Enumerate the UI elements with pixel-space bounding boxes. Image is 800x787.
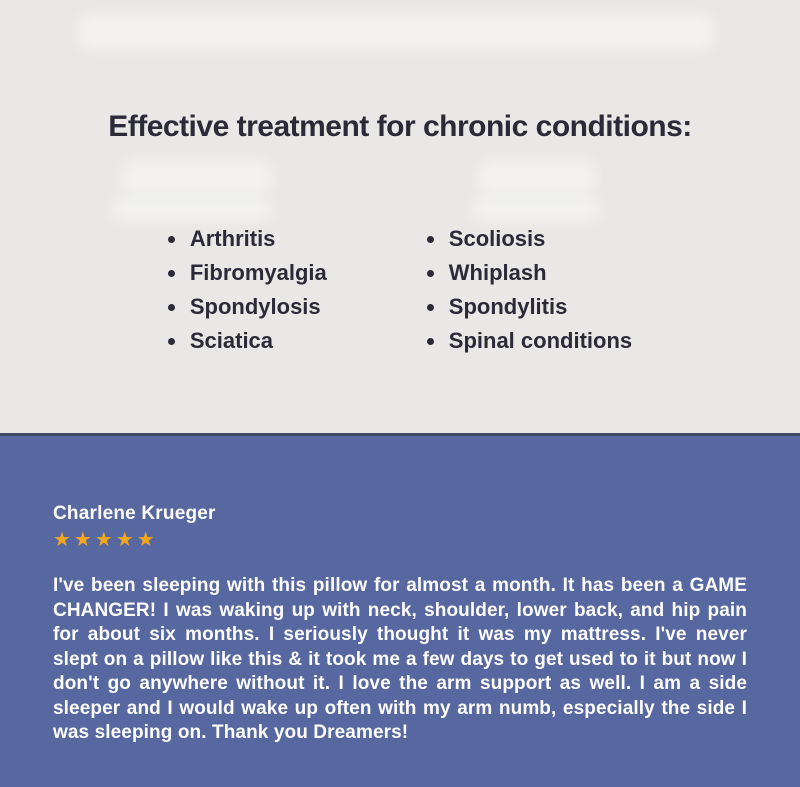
condition-label: Spondylitis xyxy=(448,294,568,319)
bullet-icon xyxy=(427,236,434,243)
conditions-column-left xyxy=(168,222,327,358)
condition-label: Whiplash xyxy=(448,260,547,285)
condition-label: Fibromyalgia xyxy=(189,260,327,285)
ghost-artifact xyxy=(78,14,714,50)
review-text: I've been sleeping with this pillow for almost a month. It has been a GAME CHANGER! I was waking up with neck, shoulder, lower back, and hip pain for about six months. I seriously thought it was my mattress. I've never slept on a pillow like this & it took me a few days to get used to it but now I don't go anywhere without it. I love the arm support as well. I am a side sleeper and I would wake up often with my arm numb, especially the side I was sleeping on. Thank you Dreamers! xyxy=(53,575,747,743)
list-item xyxy=(168,222,327,256)
bullet-icon xyxy=(427,270,434,277)
bullet-icon xyxy=(427,304,434,311)
list-item xyxy=(168,324,327,358)
bullet-icon xyxy=(168,338,175,345)
review-section xyxy=(0,433,800,787)
condition-label: Scoliosis xyxy=(448,226,546,251)
condition-label: Spinal conditions xyxy=(448,328,633,353)
ghost-artifact xyxy=(472,196,600,222)
ghost-artifact xyxy=(112,196,272,222)
bullet-icon xyxy=(168,304,175,311)
bullet-icon xyxy=(427,338,434,345)
conditions-lists xyxy=(0,222,800,358)
bullet-icon xyxy=(168,270,175,277)
conditions-column-right xyxy=(427,222,632,358)
condition-label: Arthritis xyxy=(189,226,276,251)
list-item xyxy=(427,290,632,324)
list-item xyxy=(168,290,327,324)
conditions-heading: Effective treatment for chronic conditions: xyxy=(108,110,692,143)
list-item xyxy=(427,256,632,290)
reviewer-name: Charlene Krueger xyxy=(53,503,216,524)
star-rating-icon: ★★★★★ xyxy=(53,529,158,551)
bullet-icon xyxy=(168,236,175,243)
ghost-artifact xyxy=(122,160,272,194)
list-item xyxy=(427,324,632,358)
ghost-artifact xyxy=(478,160,596,194)
list-item xyxy=(427,222,632,256)
condition-label: Sciatica xyxy=(189,328,274,353)
condition-label: Spondylosis xyxy=(189,294,321,319)
list-item xyxy=(168,256,327,290)
